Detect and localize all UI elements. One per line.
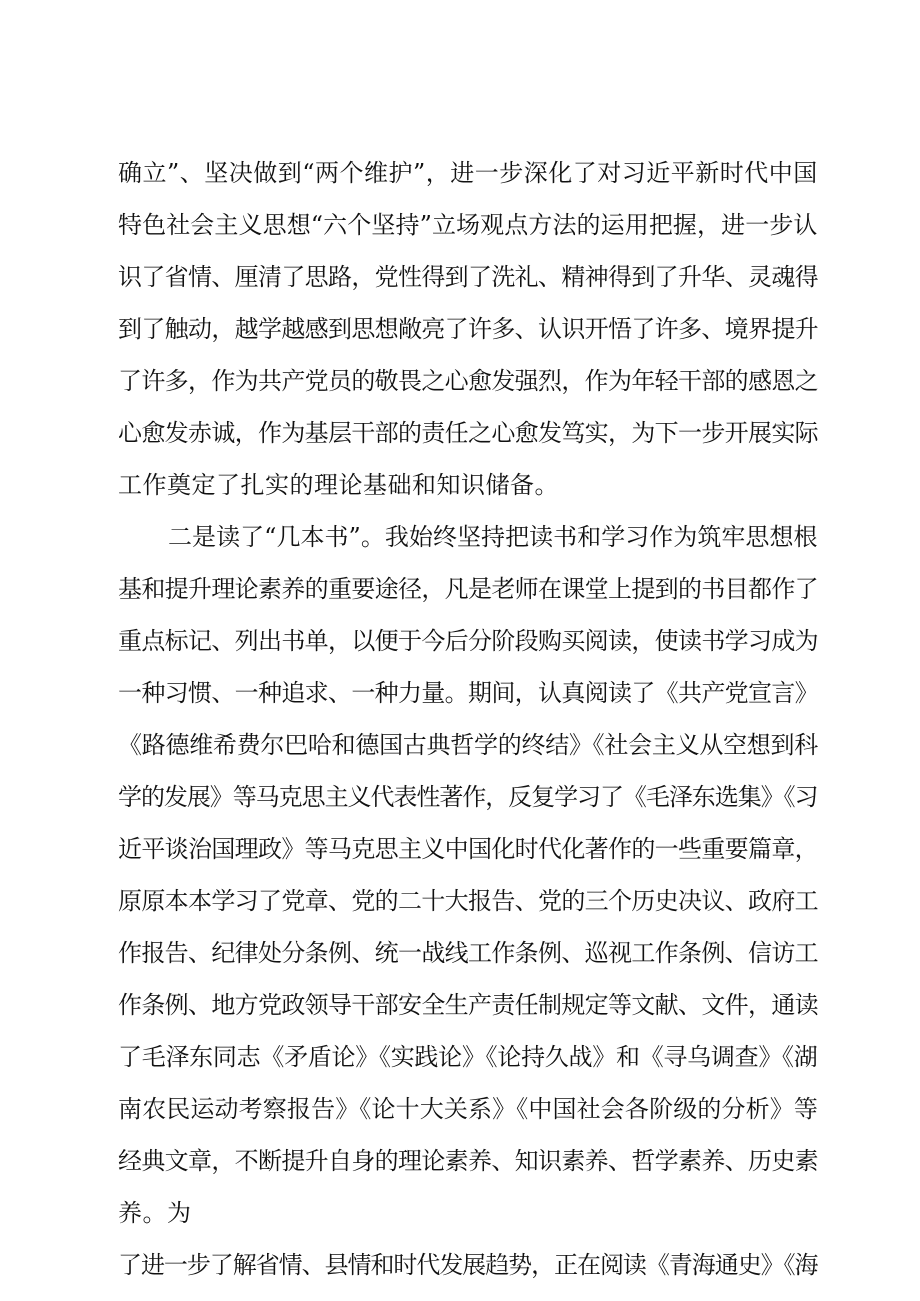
text-line: 了进一步了解省情、县情和时代发展趋势，正在阅读《青海通史》《海 [118,1251,818,1279]
text-line: 近平谈治国理政》等马克思主义中国化时代化著作的一些重要篇章， [118,835,818,863]
text-line: 原原本本学习了党章、党的二十大报告、党的三个历史决议、政府工 [118,887,818,915]
text-line: 了许多，作为共产党员的敬畏之心愈发强烈，作为年轻干部的感恩之 [118,367,818,395]
paragraph-first-line: 二是读了“几本书”。我始终坚持把读书和学习作为筑牢思想根 [168,523,818,551]
text-line: 基和提升理论素养的重要途径，凡是老师在课堂上提到的书目都作了 [118,575,818,603]
text-line: 养。为 [118,1199,192,1227]
text-line: 到了触动，越学越感到思想敞亮了许多、认识开悟了许多、境界提升 [118,315,818,343]
text-line: 《路德维希费尔巴哈和德国古典哲学的终结》《社会主义从空想到科 [118,731,818,759]
text-line: 心愈发赤诚，作为基层干部的责任之心愈发笃实，为下一步开展实际 [118,419,818,447]
text-line: 经典文章，不断提升自身的理论素养、知识素养、哲学素养、历史素 [118,1147,818,1175]
text-line: 一种习惯、一种追求、一种力量。期间，认真阅读了《共产党宣言》 [118,679,818,707]
text-line: 了毛泽东同志《矛盾论》《实践论》《论持久战》和《寻乌调查》《湖 [118,1043,818,1071]
text-line: 工作奠定了扎实的理论基础和知识储备。 [118,471,559,499]
text-line: 重点标记、列出书单，以便于今后分阶段购买阅读，使读书学习成为 [118,627,818,655]
text-line: 识了省情、厘清了思路，党性得到了洗礼、精神得到了升华、灵魂得 [118,263,818,291]
text-line: 确立”、坚决做到“两个维护”，进一步深化了对习近平新时代中国 [118,159,818,187]
text-line: 学的发展》等马克思主义代表性著作，反复学习了《毛泽东选集》《习 [118,783,818,811]
text-line: 作报告、纪律处分条例、统一战线工作条例、巡视工作条例、信访工 [118,939,818,967]
text-line: 作条例、地方党政领导干部安全生产责任制规定等文献、文件，通读 [118,991,818,1019]
text-line: 南农民运动考察报告》《论十大关系》《中国社会各阶级的分析》等 [118,1095,818,1123]
text-line: 特色社会主义思想“六个坚持”立场观点方法的运用把握，进一步认 [118,211,818,239]
